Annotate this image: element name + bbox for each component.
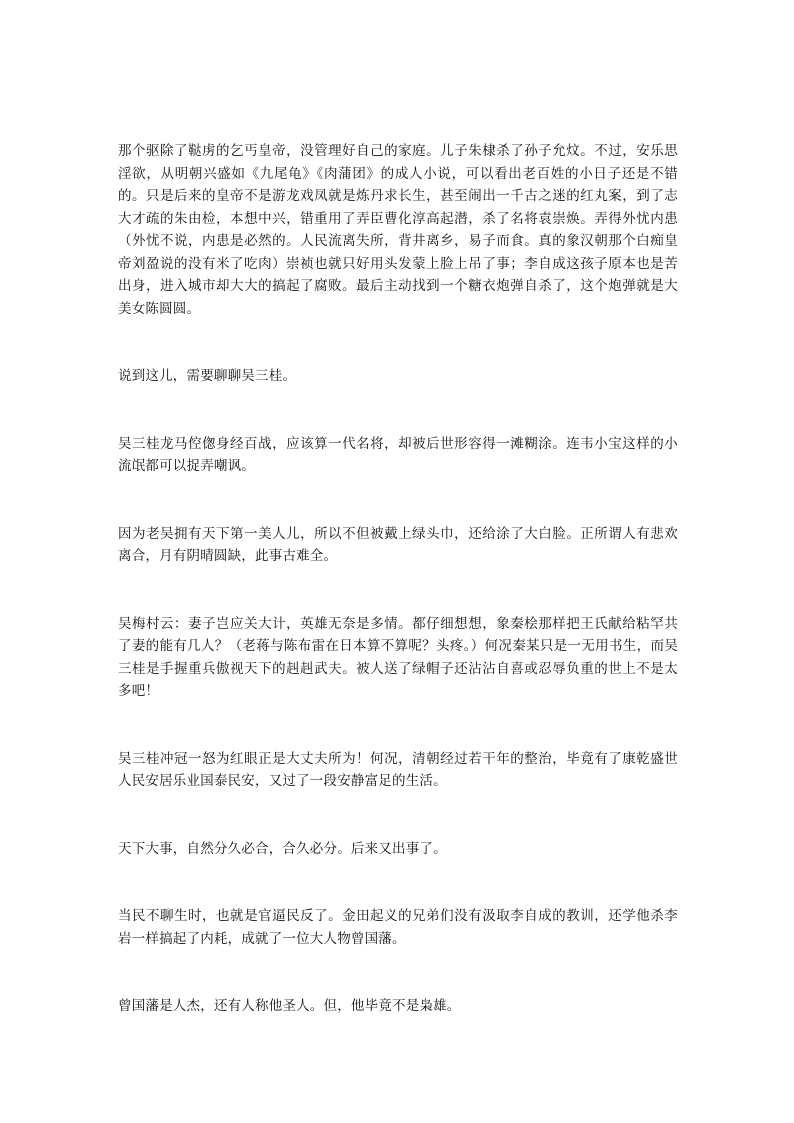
document-body [118,140,678,1018]
paragraph: 那个驱除了鞑虏的乞丐皇帝，没管理好自己的家庭。儿子朱棣杀了孙子允炆。不过，安乐思淫欲，从明朝兴盛如《九尾龟》《肉蒲团》的成人小说，可以看出老百姓的小日子还是不错的。只是后来的皇帝不是游龙戏凤就是炼丹求长生，甚至闹出一千古之迷的红丸案，到了志大才疏的朱由检，本想中兴，错重用了弄臣曹化淳高起潜，杀了名将袁崇焕。弄得外忧内患（外忧不说，内患是必然的。人民流离失所，背井离乡，易子而食。真的象汉朝那个白痴皇帝刘盈说的没有米了吃肉）崇祯也就只好用头发蒙上脸上吊了事；李自成这孩子原本也是苦出身，进入城市却大大的搞起了腐败。最后主动找到一个糖衣炮弹自杀了，这个炮弹就是大美女陈圆圆。 [118,143,678,317]
paragraph: 吴三桂冲冠一怒为红眼正是大丈夫所为！何况，清朝经过若干年的整治，毕竟有了康乾盛世人民安居乐业国泰民安，又过了一段安静富足的生活。 [118,750,678,789]
paragraph: 因为老吴拥有天下第一美人儿，所以不但被戴上绿头巾，还给涂了大白脸。正所谓人有悲欢离合，月有阴晴圆缺，此事古难全。 [118,525,678,564]
paragraph-gap [118,703,678,748]
paragraph: 吴三桂龙马倥偬身经百战，应该算一代名将，却被后世形容得一滩糊涂。连韦小宝这样的小流氓都可以捉弄嘲讽。 [118,435,678,474]
paragraph: 吴梅村云：妻子岂应关大计，英雄无奈是多情。都仔细想想，象秦桧那样把王氏献给粘罕共了妻的能有几人？（老蒋与陈布雷在日本算不算呢？头疼。）何况秦某只是一无用书生，而吴三桂是手握重兵傲视天下的赳赳武夫。被人送了绿帽子还沾沾自喜或忍辱负重的世上不是太多吧！ [118,615,678,699]
paragraph-gap [118,860,678,905]
paragraph-gap [118,388,678,433]
paragraph: 说到这儿，需要聊聊吴三桂。 [118,368,297,384]
paragraph: 天下大事，自然分久必合，合久必分。后来又出事了。 [118,840,447,857]
paragraph-gap [118,793,678,838]
paragraph: 当民不聊生时，也就是官逼民反了。金田起义的兄弟们没有汲取李自成的教训，还学他杀李岩一样搞起了内耗，成就了一位大人物曾国藩。 [118,908,678,947]
paragraph-gap [118,950,678,995]
paragraph-gap [118,478,678,523]
paragraph: 曾国藩是人杰，还有人称他圣人。但，他毕竟不是枭雄。 [118,998,461,1014]
paragraph-gap [118,320,678,365]
paragraph-gap [118,568,678,613]
